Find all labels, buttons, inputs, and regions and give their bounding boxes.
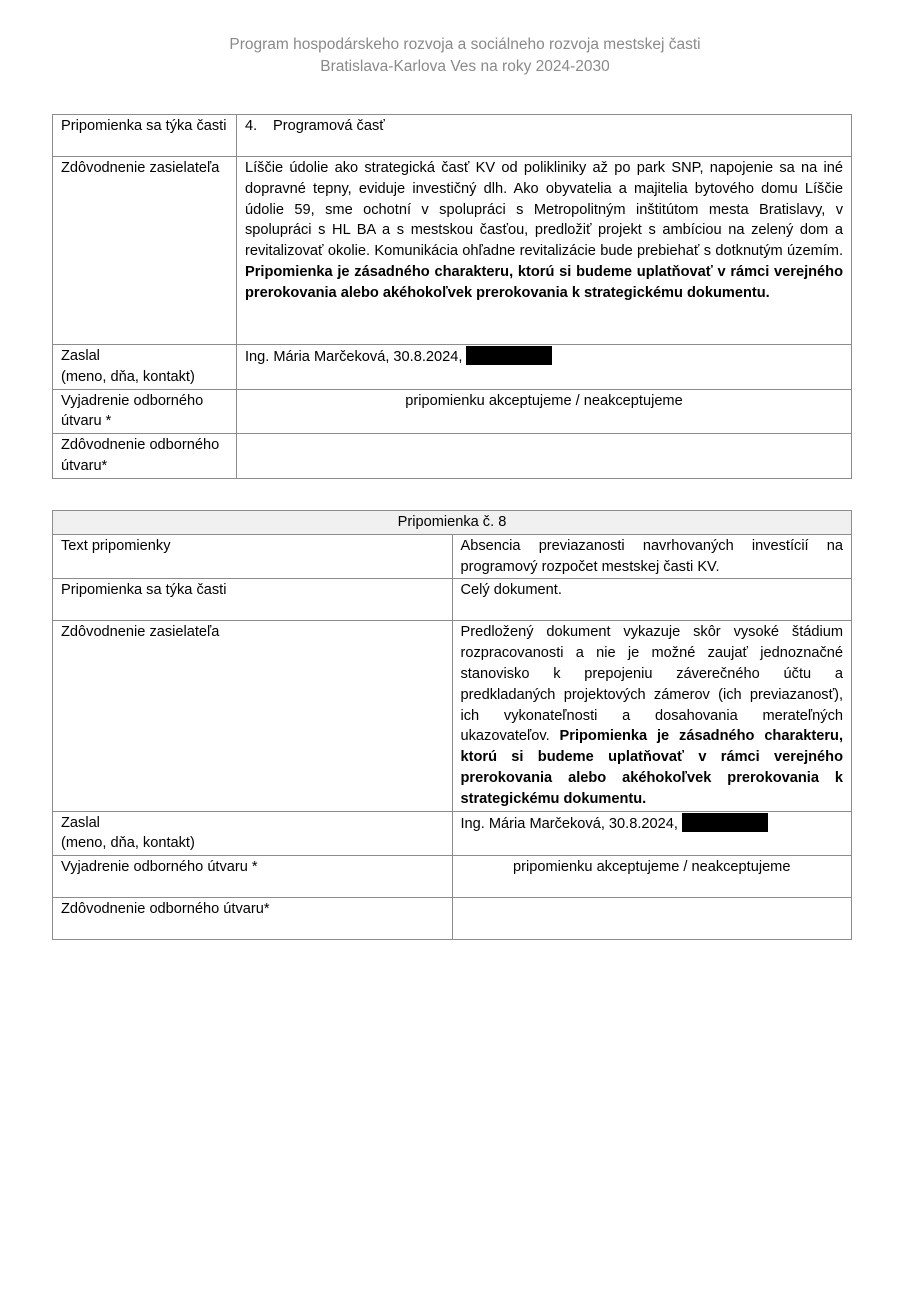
part-label: Pripomienka sa týka časti — [53, 579, 453, 621]
comment-title: Pripomienka č. 8 — [53, 511, 852, 535]
justification-value[interactable] — [452, 898, 852, 940]
justification-label: Zdôvodnenie odborného útvaru* — [53, 434, 237, 479]
justification-value[interactable] — [237, 434, 852, 479]
reason-label: Zdôvodnenie zasielateľa — [53, 621, 453, 811]
sender-row — [53, 811, 852, 856]
reason-label: Zdôvodnenie zasielateľa — [53, 157, 237, 345]
opinion-value: pripomienku akceptujeme / neakceptujeme — [237, 389, 852, 434]
part-value: Programová časť — [273, 118, 385, 134]
sender-value: Ing. Mária Marčeková, 30.8.2024, — [245, 349, 463, 365]
part-label: Pripomienka sa týka časti — [53, 115, 237, 157]
redacted-contact — [682, 813, 768, 832]
opinion-row — [53, 856, 852, 898]
reason-bold-text: Pripomienka je zásadného charakteru, ktorú si budeme uplatňovať v rámci verejného prerokovania alebo akéhokoľvek prerokovania k strategickému dokumentu. — [460, 728, 844, 807]
sender-label: Zaslal — [61, 814, 100, 831]
title-row — [53, 511, 852, 535]
comment-table-2 — [52, 510, 852, 940]
justification-row — [53, 898, 852, 940]
comment-table-1 — [52, 114, 852, 479]
sender-value-cell — [237, 345, 852, 390]
text-row — [53, 534, 852, 579]
header-line-1: Program hospodárskeho rozvoja a sociálneho rozvoja mestskej časti — [229, 36, 701, 53]
justification-label: Zdôvodnenie odborného útvaru* — [53, 898, 453, 940]
reason-text: Líščie údolie ako strategická časť KV od polikliniky až po park SNP, napojenie sa na iné dopravné tepny, eviduje investičný dlh. Ako obyvatelia a majitelia bytového domu Líščie údolie 59, sme ochotní v spolupráci s Metropolitným inštitútom mesta Bratislavy, v spolupráci s HL BA a s mestskou časťou, predložiť projekt s ambíciou na zelený dom a revitalizovať okolie. Komunikácia ohľadne revitalizácie bude prebiehať s dotknutým územím. — [245, 160, 843, 260]
reason-cell — [237, 157, 852, 345]
reason-bold-text: Pripomienka je zásadného charakteru, ktorú si budeme uplatňovať v rámci verejného prerokovania alebo akéhokoľvek prerokovania k strategickému dokumentu. — [245, 263, 843, 301]
sender-label: Zaslal — [61, 348, 100, 364]
sender-row — [53, 345, 852, 390]
redacted-contact — [466, 346, 552, 365]
sender-value: Ing. Mária Marčeková, 30.8.2024, — [460, 815, 678, 832]
part-number: 4. — [245, 118, 258, 134]
sender-label-cell — [53, 345, 237, 390]
text-label: Text pripomienky — [53, 534, 453, 579]
opinion-label: Vyjadrenie odborného útvaru * — [53, 856, 453, 898]
part-value-cell — [237, 115, 852, 157]
justification-row — [53, 434, 852, 479]
header-line-2: Bratislava-Karlova Ves na roky 2024-2030 — [320, 58, 610, 75]
part-value: Celý dokument. — [452, 579, 852, 621]
opinion-label: Vyjadrenie odborného útvaru * — [53, 389, 237, 434]
text-value: Absencia previazanosti navrhovaných investícií na programový rozpočet mestskej časti KV. — [452, 534, 852, 579]
reason-row — [53, 157, 852, 345]
opinion-row — [53, 389, 852, 434]
reason-row — [53, 621, 852, 811]
sender-label-cell — [53, 811, 453, 856]
sender-label-detail: (meno, dňa, kontakt) — [61, 835, 195, 852]
sender-value-cell — [452, 811, 852, 856]
page-header — [0, 34, 920, 78]
reason-cell — [452, 621, 852, 811]
reason-text: Predložený dokument vykazuje skôr vysoké štádium rozpracovanosti a nie je možné zaujať jednoznačné stanovisko k prepojeniu záverečného účtu a predkladaných projektových zámerov (ich previazanosť), ich vykonateľnosti a dosahovania merateľných ukazovateľov. — [460, 624, 843, 745]
opinion-value: pripomienku akceptujeme / neakceptujeme — [452, 856, 852, 898]
sender-label-detail: (meno, dňa, kontakt) — [61, 368, 195, 385]
part-row — [53, 115, 852, 157]
part-row — [53, 579, 852, 621]
